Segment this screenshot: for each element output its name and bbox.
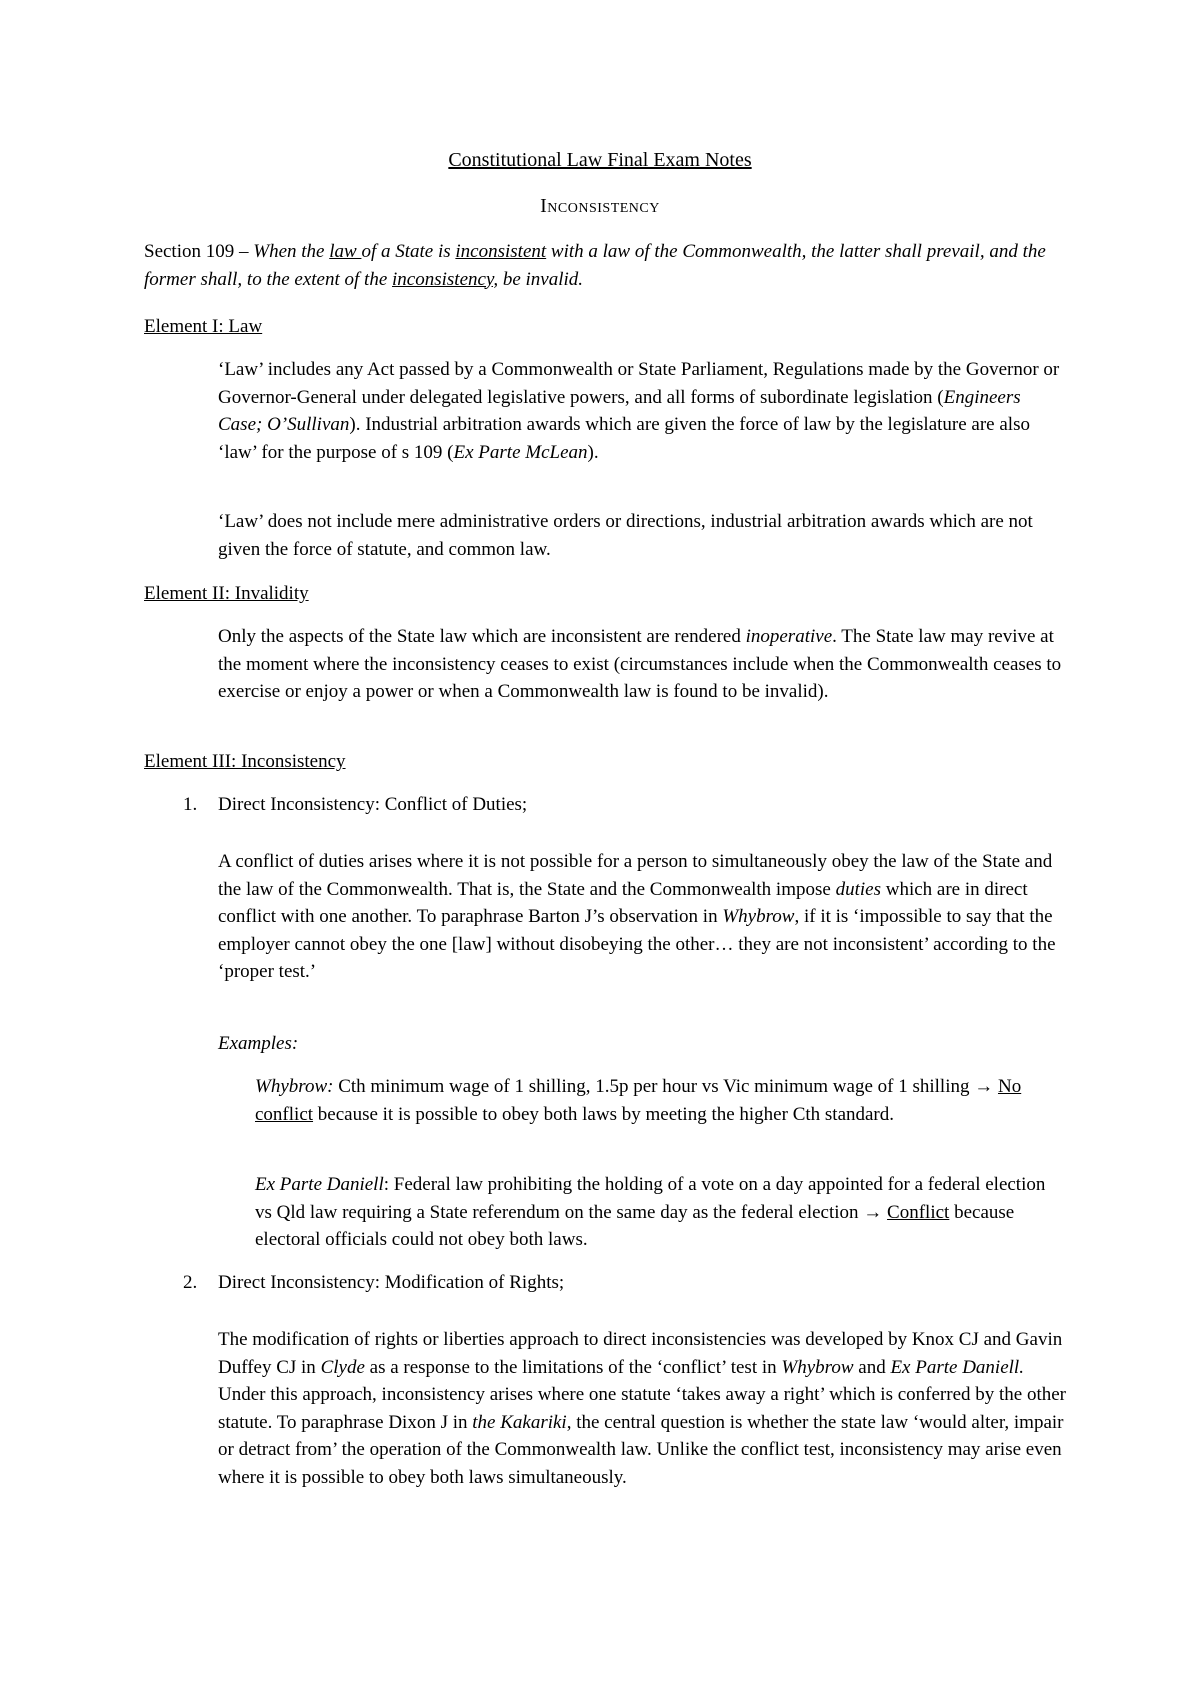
text-run: Cth minimum wage of 1 shilling, 1.5p per hour vs Vic minimum wage of 1 shilling — [333, 1076, 975, 1097]
intro-quote-inconsistency: inconsistency, — [392, 268, 499, 290]
intro-quote — [144, 241, 1046, 290]
text-run: ). — [587, 441, 599, 463]
modification-of-rights-paragraph — [218, 1326, 1068, 1491]
element-2-heading: Element II: Invalidity — [144, 583, 309, 604]
list-number: 1. — [183, 794, 198, 815]
element-1-paragraph-2: ‘Law’ does not include mere administrative orders or directions, industrial arbitration awards which are not given the force of statute, and common law. — [218, 511, 1033, 560]
text-run: Under this approach, inconsistency arises where one statute ‘takes away a right’ which is conferred by the other statute. To paraphrase Dixon J in — [218, 1384, 1067, 1433]
text-run: ). Industrial arbitration awards which are given the force of law by the legislature are also ‘law’ for the purpose of s 109 ( — [218, 414, 1030, 463]
case-citation: Whybrow: — [255, 1076, 334, 1097]
text-run: ‘Law’ includes any Act passed by a Commonwealth or State Parliament, Regulations made by the Governor or Governor-General under delegated legislative powers, and all forms of subordinate legislation ( — [218, 359, 1060, 408]
case-citation: Whybrow — [722, 906, 795, 927]
example-whybrow — [255, 1073, 1065, 1128]
result-label: Conflict — [887, 1201, 950, 1223]
intro-quote-law: law — [329, 241, 362, 262]
document-title: Constitutional Law Final Exam Notes — [448, 149, 752, 171]
text-run: , if it is ‘impossible to say that the employer cannot obey the one [law] without disobeying the other… they are not inconsistent’ according to the ‘proper test.’ — [218, 906, 1056, 982]
text-run: , the central question is whether the state law ‘would alter, impair or detract from’ the operation of the Commonwealth law. Unlike the conflict test, inconsistency may arise even where it is possible to obey both laws simultaneously. — [218, 1411, 1064, 1488]
intro-quote-part: be invalid. — [498, 268, 584, 290]
text-run: because electoral officials could not obey both laws. — [255, 1201, 1015, 1250]
case-citation: Whybrow — [781, 1356, 854, 1378]
list-item-label: Direct Inconsistency: Modification of Rights; — [218, 1272, 565, 1293]
intro-quote-inconsistent: inconsistent — [455, 241, 547, 262]
case-citation: Ex Parte Daniell — [255, 1174, 384, 1195]
element-2-paragraph — [218, 623, 1068, 706]
list-number: 2. — [183, 1272, 198, 1293]
section-heading: Inconsistency — [540, 195, 660, 217]
intro-quote-part: with a law of the Commonwealth, the latter shall prevail, and the former shall, to the extent of the — [144, 241, 1046, 290]
case-citation: the Kakariki — [472, 1411, 567, 1433]
result-label: No conflict — [255, 1076, 1022, 1125]
arrow-right-icon: → — [974, 1076, 994, 1097]
element-3-heading: Element III: Inconsistency — [144, 751, 346, 772]
case-citation: Clyde — [320, 1356, 365, 1378]
element-1-heading: Element I: Law — [144, 316, 263, 337]
text-run: : Federal law prohibiting the holding of a vote on a day appointed for a federal election vs Qld law requiring a State referendum on the same day as the federal election — [255, 1174, 1046, 1223]
text-run: because it is possible to obey both laws by meeting the higher Cth standard. — [313, 1103, 895, 1125]
case-citation: Ex Parte Daniell. — [890, 1356, 1024, 1378]
examples-label-text: Examples: — [218, 1033, 299, 1054]
examples-label — [218, 1030, 298, 1058]
case-citation: Engineers Case; O’Sullivan — [218, 386, 1021, 435]
element-1-paragraph-1 — [218, 356, 1068, 466]
text-run: A conflict of duties arises where it is not possible for a person to simultaneously obey the law of the State and the law of the Commonwealth. That is, the State and the Commonwealth impose — [218, 851, 1053, 900]
list-item-label: Direct Inconsistency: Conflict of Duties; — [218, 794, 528, 815]
arrow-right-icon: → — [863, 1201, 883, 1223]
text-run: as a response to the limitations of the ‘conflict’ test in — [364, 1356, 782, 1378]
text-run: Only the aspects of the State law which are inconsistent are rendered — [218, 626, 746, 647]
intro-quote-part: When the — [253, 241, 330, 262]
case-citation: Ex Parte McLean — [453, 441, 588, 463]
intro-quote-part: of a State is — [361, 241, 456, 262]
text-run: and — [853, 1356, 891, 1378]
text-run: The modification of rights or liberties approach to direct inconsistencies was developed by Knox CJ and Gavin Duffey CJ in — [218, 1329, 1063, 1378]
section-109-paragraph — [144, 238, 1054, 293]
text-run: which are in direct conflict with one another. To paraphrase Barton J’s observation in — [218, 878, 1028, 927]
example-ex-parte-daniell — [255, 1171, 1065, 1254]
conflict-of-duties-paragraph — [218, 848, 1068, 986]
emphasis: duties — [835, 878, 881, 900]
text-run: . The State law may revive at the moment where the inconsistency ceases to exist (circumstances include when the Commonwealth ceases to exercise or enjoy a power or when a Commonwealth law is found to be invalid). — [218, 626, 1062, 702]
intro-lead: Section 109 – — [144, 241, 254, 262]
emphasis: inoperative — [745, 626, 833, 647]
